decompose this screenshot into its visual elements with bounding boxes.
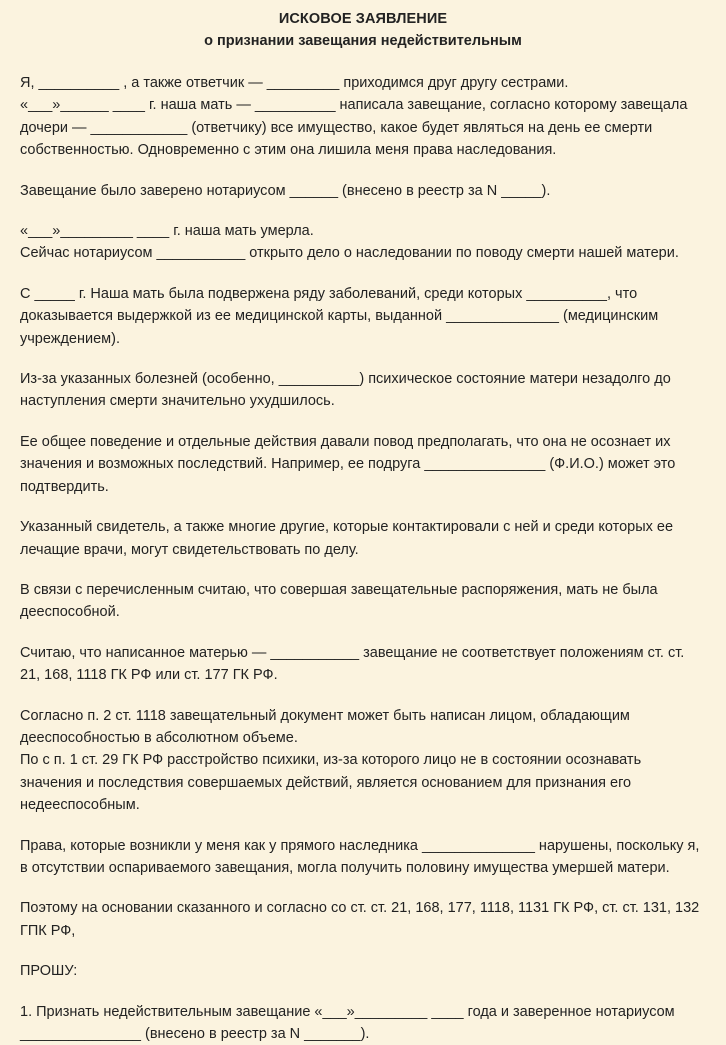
document-header [20,0,706,50]
document-title: ИСКОВОЕ ЗАЯВЛЕНИЕ [278,11,448,27]
paragraph-noncompliance: Считаю, что написанное матерью — ___________ завещание не соответствует положениям ст. ст. 21, 168, 1118 ГК РФ или ст. 177 ГК РФ. [20,644,685,684]
paragraph-legal-basis: Согласно п. 2 ст. 1118 завещательный документ может быть написан лицом, обладающим дееспособностью в абсолютном объеме. По с п. 1 ст. 29 ГК РФ расстройство психики, из-за которого лицо не в состоянии осознавать значения и последствия совершаемых действий, является основанием для признания его недееспособным. [20,707,642,814]
paragraph-death: «___»_________ ____ г. наша мать умерла. Сейчас нотариусом ___________ открыто дело о наследовании по поводу смерти нашей матери. [20,223,679,262]
paragraph-request-item-1: 1. Признать недействительным завещание «___»_________ ____ года и заверенное нотариусом _______________ (внесено в реестр за N _______). [20,1003,675,1042]
document-body [20,72,706,1045]
paragraph-mental-state: Из-за указанных болезней (особенно, __________) психическое состояние матери незадолго до наступления смерти значительно ухудшилось. [20,371,671,410]
paragraph-illness: С _____ г. Наша мать была подвержена ряду заболеваний, среди которых __________, что доказывается выдержкой из ее медицинской карты, выданной ______________ (медицинским учреждением). [20,285,659,347]
paragraph-notary: Завещание было заверено нотариусом ______ (внесено в реестр за N _____). [20,182,551,199]
paragraph-behavior: Ее общее поведение и отдельные действия давали повод предполагать, что она не осознает их значения и возможных последствий. Например, ее подруга _______________ (Ф.И.О.) может это подтвердить. [20,433,676,495]
paragraph-witnesses: Указанный свидетель, а также многие другие, которые контактировали с ней и среди которых ее лечащие врачи, могут свидетельствовать по делу. [20,519,674,558]
paragraph-parties: Я, __________ , а также ответчик — _________ приходимся друг другу сестрами. «___»______ ____ г. наша мать — __________ написала завещание, согласно которому завещала дочери — ____________ (ответчику) все имущество, какое будет являться на день ее смерти собственностью. Одновременно с этим она лишила меня права наследования. [20,75,688,159]
document-subtitle: о признании завещания недействительным [204,33,522,49]
paragraph-incapacity: В связи с перечисленным считаю, что совершая завещательные распоряжения, мать не была дееспособной. [20,581,658,621]
paragraph-request-heading: ПРОШУ: [20,963,78,980]
paragraph-rights: Права, которые возникли у меня как у прямого наследника ______________ нарушены, поскольку я, в отсутствии оспариваемого завещания, могла получить половину имущества умершей матери. [20,837,700,876]
paragraph-grounds: Поэтому на основании сказанного и согласно со ст. ст. 21, 168, 177, 1118, 1131 ГК РФ, ст. ст. 131, 132 ГПК РФ, [20,900,700,939]
